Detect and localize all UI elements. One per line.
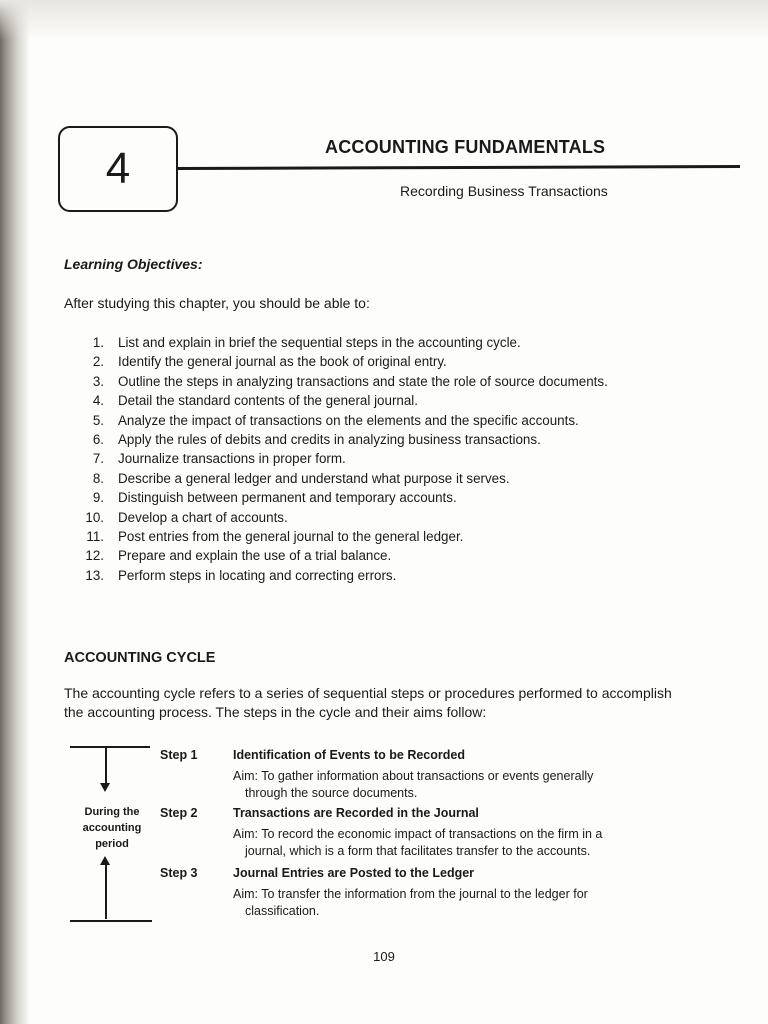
arrow-down-icon [100,783,110,792]
list-item-number: 4. [92,393,104,409]
list-item [80,391,660,410]
list-item-text: Detail the standard contents of the general journal. [118,393,418,409]
list-item [80,566,660,585]
chapter-header-rule [178,165,740,170]
learning-objectives-intro: After studying this chapter, you should be able to: [64,295,370,311]
list-item-number: 7. [92,451,104,467]
list-item-text: Distinguish between permanent and temporary accounts. [118,490,457,506]
list-item-text: Describe a general ledger and understand what purpose it serves. [118,470,510,486]
arrow-down-shaft [105,747,107,787]
step-aim-continuation: journal, which is a form that facilitates transfer to the accounts. [245,844,591,858]
list-item-text: Apply the rules of debits and credits in analyzing business transactions. [118,432,541,448]
chapter-number-box [58,126,178,212]
step-label: Step 2 [160,806,198,820]
cycle-bottom-line [70,920,152,922]
list-item-text: Journalize transactions in proper form. [118,451,346,467]
chapter-subtitle: Recording Business Transactions [400,183,608,199]
accounting-cycle-heading: ACCOUNTING CYCLE [64,650,216,666]
list-item [80,469,660,488]
step-title: Identification of Events to be Recorded [233,748,465,762]
list-item-text: Prepare and explain the use of a trial balance. [118,548,392,564]
list-item-text: Identify the general journal as the book of original entry. [118,354,447,370]
list-item-text: Outline the steps in analyzing transactions and state the role of source documents. [118,373,608,389]
step-label: Step 1 [160,748,198,762]
list-item [80,352,660,371]
list-item [80,488,660,507]
list-item [80,372,660,391]
chapter-number: 4 [105,144,131,193]
accounting-cycle-paragraph: The accounting cycle refers to a series of sequential steps or procedures performed to accomplish the accounting process. The steps in the cycle and their aims follow: [64,685,672,720]
step-title: Journal Entries are Posted to the Ledger [233,866,475,880]
list-item [80,430,660,449]
step-aim [233,886,673,920]
accounting-period-label: During the accounting period [82,806,142,850]
list-item-number: 13. [85,567,104,583]
page-top-shadow [0,0,768,40]
list-item-number: 9. [92,490,104,506]
list-item-text: Develop a chart of accounts. [118,509,288,525]
list-item-text: Analyze the impact of transactions on the elements and the specific accounts. [118,412,579,428]
page-number: 109 [373,949,395,964]
list-item-number: 10. [85,509,104,525]
step-aim-line: Aim: To gather information about transactions or events generally [233,769,594,783]
learning-objectives-list [80,333,660,585]
list-item-number: 6. [92,432,104,448]
step-aim-continuation: classification. [245,904,320,918]
step-title: Transactions are Recorded in the Journal [233,806,479,820]
step-aim-line: Aim: To transfer the information from the journal to the ledger for [233,887,588,901]
step-aim [233,826,673,860]
chapter-title: ACCOUNTING FUNDAMENTALS [325,137,606,157]
list-item-number: 5. [92,412,104,428]
list-item-number: 12. [85,548,104,564]
step-aim [233,768,673,802]
step-aim-continuation: through the source documents. [245,786,418,800]
step-aim-line: Aim: To record the economic impact of transactions on the firm in a [233,827,603,841]
step-label: Step 3 [160,866,198,880]
list-item-number: 11. [86,529,104,545]
list-item-number: 3. [92,373,104,389]
list-item [80,333,660,352]
list-item [80,449,660,468]
list-item-text: List and explain in brief the sequential steps in the accounting cycle. [118,335,521,350]
list-item-number: 1. [92,335,104,350]
list-item [80,546,660,565]
list-item-number: 8. [92,470,104,486]
list-item-text: Post entries from the general journal to the general ledger. [118,529,464,545]
learning-objectives-heading: Learning Objectives: [64,256,203,272]
list-item [80,527,660,546]
list-item-number: 2. [92,354,104,370]
list-item [80,508,660,527]
arrow-up-shaft [105,864,107,919]
cycle-top-line [70,746,150,748]
list-item [80,411,660,430]
list-item-text: Perform steps in locating and correcting errors. [118,567,397,583]
page-binding-shadow [0,0,30,1024]
